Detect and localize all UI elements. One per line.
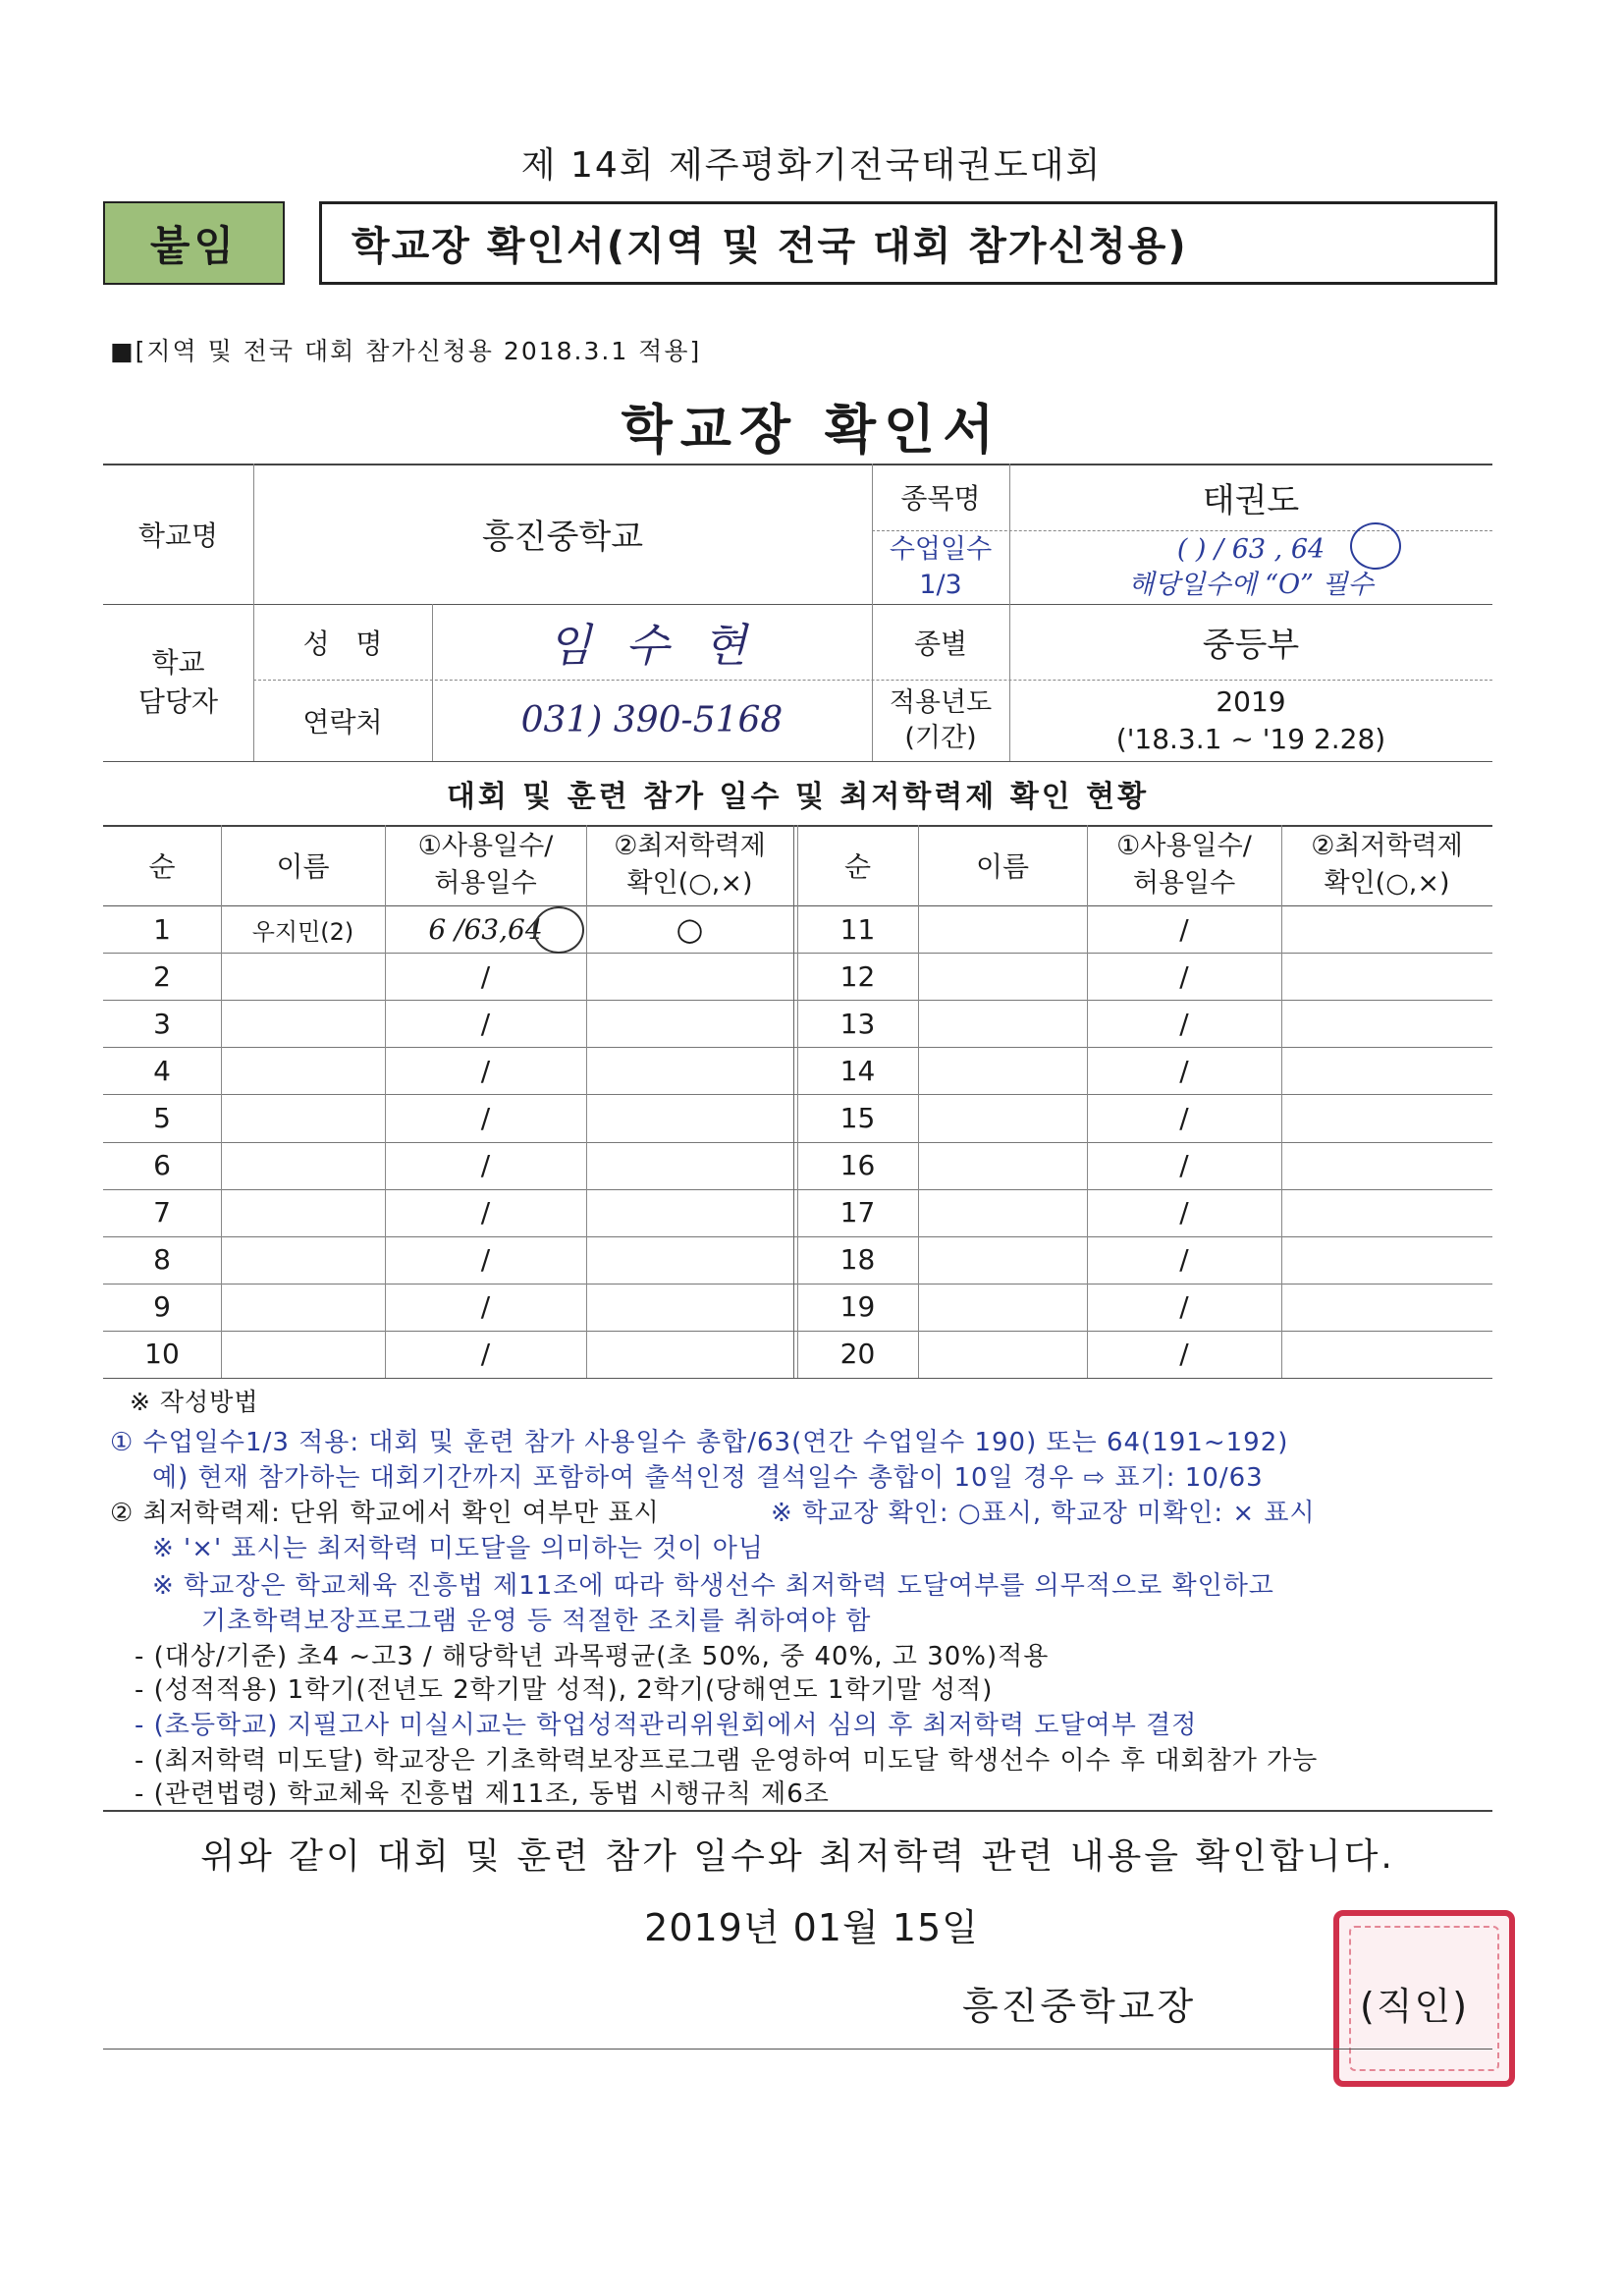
event-value: 태권도 (1202, 480, 1300, 520)
row-check (1281, 1047, 1492, 1094)
form-header-box (319, 201, 1497, 285)
header-academic-line2: 확인(○,×) (626, 868, 753, 899)
row-number: 6 (153, 1149, 171, 1182)
days-value (1009, 530, 1492, 604)
row-number: 20 (839, 1338, 876, 1371)
row-name (918, 1142, 1087, 1189)
row-days: / (480, 959, 491, 993)
row-name (918, 905, 1087, 953)
row-check (1281, 953, 1492, 1000)
row-days: / (1179, 959, 1189, 993)
seal-label: (직인) (1360, 1985, 1470, 2028)
row-name (221, 1236, 385, 1284)
row-name (918, 1236, 1087, 1284)
row-number: 19 (839, 1290, 876, 1324)
row-check (586, 1331, 793, 1378)
year-label-line2: (기간) (904, 722, 977, 753)
event-label: 종목명 (900, 482, 981, 515)
row-number: 5 (153, 1101, 171, 1134)
days-label-line1: 수업일수 (889, 533, 993, 565)
row-name (221, 1331, 385, 1378)
signer: 흥진중학교장 (962, 1985, 1197, 2028)
circle-mark (533, 906, 584, 954)
row-days: / (480, 1243, 491, 1277)
note-1-line2: 예) 현재 참가하는 대회기간까지 포함하여 출석인정 결석일수 총합이 10일 경우 ⇨ 표기: 10/63 (152, 1463, 1264, 1493)
header-days-line2: 허용일수 (434, 868, 537, 899)
row-check: ○ (676, 910, 704, 949)
row-number: 18 (839, 1243, 876, 1277)
row-number: 9 (153, 1290, 171, 1324)
row-number: 16 (839, 1149, 876, 1182)
row-name (918, 1047, 1087, 1094)
row-name (221, 1284, 385, 1331)
attach-label: 붙임 (149, 221, 239, 270)
row-check (1281, 1142, 1492, 1189)
row-check (1281, 1094, 1492, 1141)
row-days: / (1179, 912, 1189, 946)
header-academic-line1: ②최저학력제 (614, 831, 766, 861)
phone-value: 031) 390-5168 (520, 700, 784, 740)
row-check (586, 1236, 793, 1284)
row-days: / (480, 1101, 491, 1134)
circle-mark (1350, 522, 1401, 570)
row-number: 11 (839, 912, 876, 946)
row-name (918, 1000, 1087, 1047)
header-days-line2: 허용일수 (1132, 868, 1236, 899)
doc-title: 학교장 확인서 (621, 399, 1002, 461)
row-check (1281, 1236, 1492, 1284)
header-academic-right (1281, 825, 1492, 905)
row-days: / (1179, 1054, 1189, 1087)
year-label (872, 680, 1009, 761)
row-days: / (1179, 1007, 1189, 1040)
contact-group-line2: 담당자 (137, 685, 219, 718)
bullet-5: - (관련법령) 학교체육 진흥법 제11조, 동법 시행규칙 제6조 (135, 1779, 830, 1809)
bullet-1: - (대상/기준) 초4 ~고3 / 해당학년 과목평균(초 50%, 중 40%, 고 30%)적용 (135, 1642, 1050, 1671)
row-days: / (480, 1007, 491, 1040)
row-name (221, 1094, 385, 1141)
division-label: 종별 (913, 627, 968, 660)
phone-label: 연락처 (302, 705, 383, 738)
row-number: 10 (144, 1338, 180, 1371)
row-check (586, 953, 793, 1000)
row-days: / (1179, 1290, 1189, 1324)
year-value (1009, 680, 1492, 761)
row-name (918, 1189, 1087, 1236)
row-check (586, 1142, 793, 1189)
note-1-line1: ① 수업일수1/3 적용: 대회 및 훈련 참가 사용일수 총합/63(연간 수업일수 190) 또는 64(191~192) (110, 1428, 1289, 1457)
row-name (221, 1189, 385, 1236)
row-number: 15 (839, 1101, 876, 1134)
row-days: / (1179, 1149, 1189, 1182)
header-days-line1: ①사용일수/ (1116, 831, 1252, 861)
row-number: 7 (153, 1196, 171, 1230)
header-days-line1: ①사용일수/ (417, 831, 554, 861)
header-name-left: 이름 (276, 850, 330, 883)
row-check (1281, 1189, 1492, 1236)
year-label-line1: 적용년도 (889, 686, 993, 718)
row-days: / (480, 1054, 491, 1087)
confirmation-text: 위와 같이 대회 및 훈련 참가 일수와 최저학력 관련 내용을 확인합니다. (200, 1836, 1395, 1877)
row-check (1281, 1284, 1492, 1331)
name-label: 성 명 (302, 627, 383, 660)
contact-group (103, 604, 253, 761)
division-value: 중등부 (1202, 626, 1300, 665)
row-days: / (480, 1338, 491, 1371)
row-name (221, 953, 385, 1000)
event-title: 제 14회 제주평화기전국태권도대회 (520, 145, 1103, 186)
header-academic-left (586, 825, 793, 905)
row-number: 2 (153, 959, 171, 993)
row-check (586, 1047, 793, 1094)
notes-heading: ※ 작성방법 (130, 1388, 259, 1416)
header-days-left (385, 825, 586, 905)
form-code: ■[지역 및 전국 대회 참가신청용 2018.3.1 적용] (110, 337, 702, 365)
header-academic-line2: 확인(○,×) (1324, 868, 1450, 899)
days-value-line1: ( ) / 63 , 64 (1176, 533, 1325, 565)
year-value-line1: 2019 (1216, 684, 1286, 718)
header-name-right: 이름 (975, 850, 1030, 883)
row-name (918, 1284, 1087, 1331)
bullet-4: - (최저학력 미도달) 학교장은 기초학력보장프로그램 운영하여 미도달 학생선수 이수 후 대회참가 가능 (135, 1746, 1319, 1776)
bullet-3: - (초등학교) 지필고사 미실시교는 학업성적관리위원회에서 심의 후 최저학력 도달여부 결정 (135, 1711, 1198, 1740)
note-4-line1: ※ 학교장은 학교체육 진흥법 제11조에 따라 학생선수 최저학력 도달여부를 의무적으로 확인하고 (152, 1571, 1274, 1601)
row-check (586, 1189, 793, 1236)
row-number: 14 (839, 1054, 876, 1087)
row-days: / (480, 1149, 491, 1182)
year-value-line2: ('18.3.1 ~ '19 2.28) (1115, 722, 1386, 755)
date: 2019년 01월 15일 (644, 1906, 979, 1949)
school-value: 흥진중학교 (481, 518, 644, 557)
row-check (1281, 905, 1492, 953)
row-check (586, 1000, 793, 1047)
row-days: / (1179, 1101, 1189, 1134)
row-name: 우지민(2) (251, 917, 354, 946)
row-number: 12 (839, 959, 876, 993)
days-value-line2: 해당일수에 “O” 필수 (1128, 569, 1374, 600)
header-days-right (1087, 825, 1281, 905)
name-value: 임 수 현 (547, 618, 757, 672)
note-2-mark: ※ 학교장 확인: ○표시, 학교장 미확인: × 표시 (771, 1499, 1316, 1528)
row-check (1281, 1331, 1492, 1378)
contact-group-line1: 학교 (151, 646, 205, 679)
note-4-line2: 기초학력보장프로그램 운영 등 적절한 조치를 취하여야 함 (201, 1607, 872, 1636)
row-days: 6 /63,64 (428, 912, 543, 946)
attach-label-box (103, 201, 285, 285)
row-name (918, 953, 1087, 1000)
header-no-left: 순 (148, 850, 176, 883)
row-check (586, 1094, 793, 1141)
row-number: 17 (839, 1196, 876, 1230)
row-days: / (1179, 1243, 1189, 1277)
row-days: / (480, 1290, 491, 1324)
row-days: / (1179, 1338, 1189, 1371)
note-2-line1: ② 최저학력제: 단위 학교에서 확인 여부만 표시 (110, 1499, 660, 1528)
bullet-2: - (성적적용) 1학기(전년도 2학기말 성적), 2학기(당해연도 1학기말 성적) (135, 1675, 994, 1705)
row-days: / (480, 1196, 491, 1230)
row-name (918, 1331, 1087, 1378)
row-number: 3 (153, 1007, 171, 1040)
header-no-right: 순 (843, 850, 872, 883)
form-header: 학교장 확인서(지역 및 전국 대회 참가신청용) (352, 224, 1188, 269)
row-number: 4 (153, 1054, 171, 1087)
note-3: ※ '×' 표시는 최저학력 미도달을 의미하는 것이 아님 (152, 1534, 764, 1563)
row-check (586, 1284, 793, 1331)
status-title: 대회 및 훈련 참가 일수 및 최저학력제 확인 현황 (446, 780, 1150, 814)
row-name (221, 1142, 385, 1189)
row-name (918, 1094, 1087, 1141)
row-name (221, 1047, 385, 1094)
row-number: 13 (839, 1007, 876, 1040)
days-label (872, 530, 1009, 604)
row-check (1281, 1000, 1492, 1047)
header-academic-line1: ②최저학력제 (1311, 831, 1463, 861)
school-label: 학교명 (137, 519, 219, 552)
row-number: 1 (153, 912, 171, 946)
days-label-line2: 1/3 (919, 569, 962, 600)
row-name (221, 1000, 385, 1047)
row-number: 8 (153, 1243, 171, 1277)
row-days: / (1179, 1196, 1189, 1230)
